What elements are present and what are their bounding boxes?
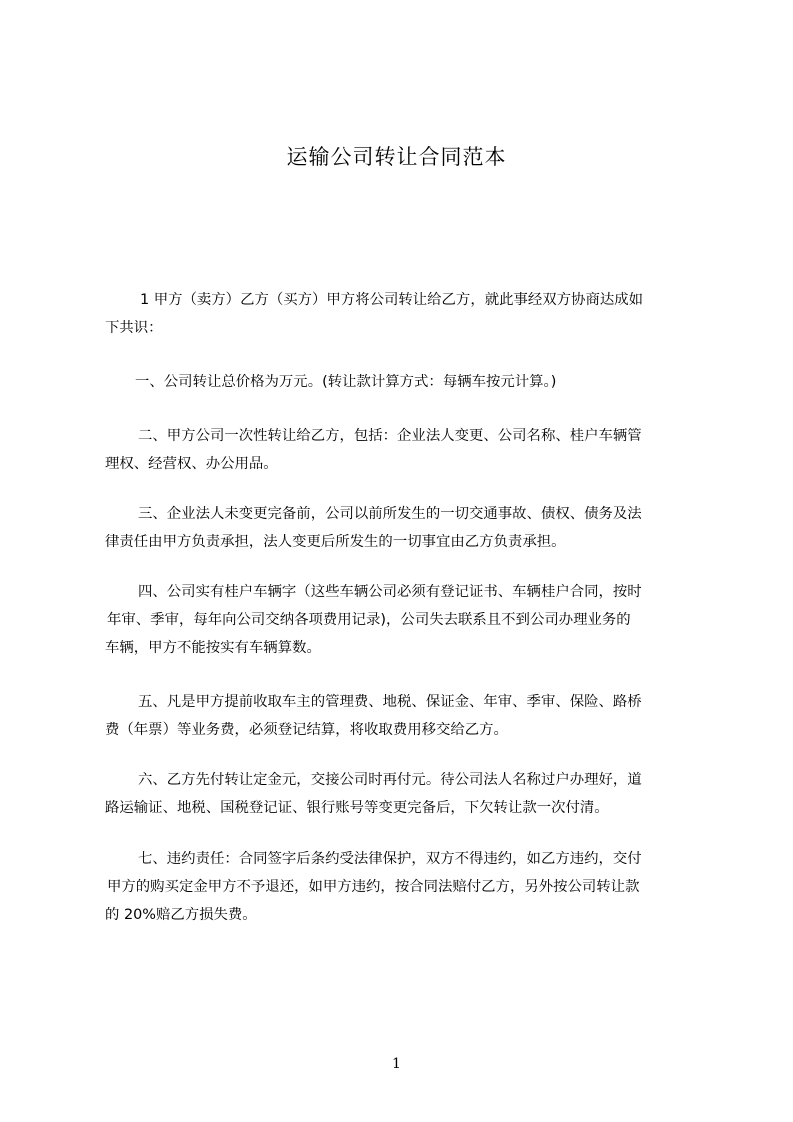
paragraph-intro [105, 286, 705, 342]
clause-1 [105, 368, 705, 396]
paragraph-line: 车辆，甲方不能按实有车辆算数。 [105, 640, 321, 656]
clause-4 [105, 578, 705, 662]
paragraph-line: 理权、经营权、办公用品。 [105, 456, 278, 472]
clause-6 [105, 766, 705, 822]
paragraph-line: 1 甲方（卖方）乙方（买方）甲方将公司转让给乙方，就此事经双方协商达成如 [140, 292, 644, 308]
document-title: 运输公司转让合同范本 [286, 145, 507, 169]
paragraph-line: 费（年票）等业务费，必须登记结算，将收取费用移交给乙方。 [105, 722, 508, 738]
paragraph-line: 律责任由甲方负责承担，法人变更后所发生的一切事宜由乙方负责承担。 [105, 534, 566, 550]
page-number: 1 [392, 1056, 401, 1072]
paragraph-line: 六、乙方先付转让定金元，交接公司时再付元。待公司法人名称过户办理好，道 [138, 772, 642, 788]
clause-7 [105, 845, 705, 929]
paragraph-line: 四、公司实有桂户车辆字（这些车辆公司必须有登记证书、车辆桂户合同，按时 [138, 584, 642, 600]
paragraph-line: 一、公司转让总价格为万元。(转让款计算方式：每辆车按元计算。) [135, 374, 557, 390]
paragraph-line: 的 20%赔乙方损失费。 [105, 907, 257, 923]
paragraph-line: 二、甲方公司一次性转让给乙方，包括：企业法人变更、公司名称、桂户车辆管 [138, 428, 642, 444]
clause-3 [105, 500, 705, 556]
paragraph-line: 甲方的购买定金甲方不予退还，如甲方违约，按合同法赔付乙方，另外按公司转让款 [107, 879, 640, 895]
clause-5 [105, 688, 705, 744]
clause-2 [105, 422, 705, 478]
paragraph-line: 七、违约责任：合同签字后条约受法律保护，双方不得违约，如乙方违约，交付 [138, 851, 642, 867]
paragraph-line: 年审、季审，每年向公司交纳各项费用记录)，公司失去联系且不到公司办理业务的 [107, 612, 631, 628]
paragraph-line: 五、凡是甲方提前收取车主的管理费、地税、保证金、年审、季审、保险、路桥 [138, 694, 642, 710]
paragraph-line: 下共识： [105, 320, 163, 336]
paragraph-line: 路运输证、地税、国税登记证、银行账号等变更完备后，下欠转让款一次付清。 [105, 800, 609, 816]
paragraph-line: 三、企业法人未变更完备前，公司以前所发生的一切交通事故、债权、债务及法 [138, 506, 642, 522]
